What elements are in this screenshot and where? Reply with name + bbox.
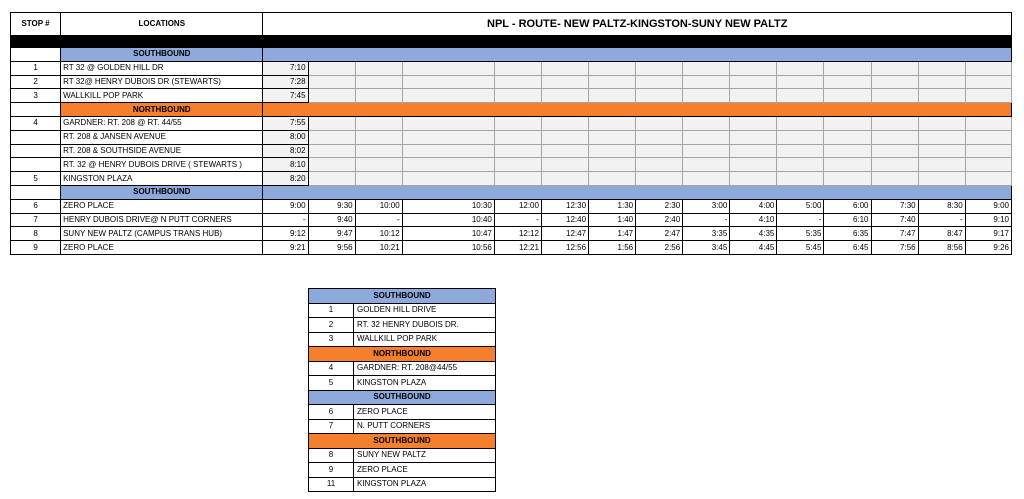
section-band xyxy=(263,185,1012,199)
table-row xyxy=(11,61,1012,75)
table-row xyxy=(11,144,1012,158)
time-cell: 9:30 xyxy=(308,199,355,213)
empty-time-cell xyxy=(589,61,636,75)
stop-number: 2 xyxy=(11,75,61,89)
empty-time-cell xyxy=(918,61,965,75)
empty-time-cell xyxy=(824,158,871,172)
empty-time-cell xyxy=(965,144,1011,158)
empty-time-cell xyxy=(730,89,777,103)
empty-time-cell xyxy=(589,130,636,144)
empty-time-cell xyxy=(871,89,918,103)
legend-section-header: SOUTHBOUND xyxy=(309,434,496,449)
time-cell: 12:30 xyxy=(541,199,588,213)
time-cell: 7:40 xyxy=(871,213,918,227)
table-row xyxy=(11,241,1012,255)
empty-time-cell xyxy=(730,158,777,172)
empty-time-cell xyxy=(871,116,918,130)
empty-time-cell xyxy=(918,89,965,103)
time-cell: 8:02 xyxy=(263,144,308,158)
legend-stop-number: 5 xyxy=(309,376,354,391)
time-cell: 8:00 xyxy=(263,130,308,144)
route-schedule-table xyxy=(10,12,1012,255)
time-cell: - xyxy=(263,213,308,227)
empty-time-cell xyxy=(824,172,871,186)
empty-time-cell xyxy=(730,172,777,186)
time-cell: 7:28 xyxy=(263,75,308,89)
time-cell: 7:10 xyxy=(263,61,308,75)
empty-time-cell xyxy=(730,144,777,158)
empty-time-cell xyxy=(871,75,918,89)
empty-time-cell xyxy=(355,158,402,172)
section-stop-cell xyxy=(11,48,61,62)
section-band xyxy=(263,48,1012,62)
empty-time-cell xyxy=(871,158,918,172)
table-row xyxy=(11,158,1012,172)
empty-time-cell xyxy=(871,61,918,75)
legend-section-header: NORTHBOUND xyxy=(309,347,496,362)
time-cell: 3:35 xyxy=(683,227,730,241)
empty-time-cell xyxy=(541,158,588,172)
section-header: SOUTHBOUND xyxy=(61,48,263,62)
legend-row xyxy=(309,448,496,463)
time-cell: 9:17 xyxy=(965,227,1011,241)
stop-number: 5 xyxy=(11,172,61,186)
black-band xyxy=(11,36,61,48)
time-cell: 8:56 xyxy=(918,241,965,255)
stop-number xyxy=(11,144,61,158)
empty-time-cell xyxy=(918,158,965,172)
section-band xyxy=(263,103,1012,117)
empty-time-cell xyxy=(494,172,541,186)
empty-time-cell xyxy=(636,144,683,158)
time-cell: 9:12 xyxy=(263,227,308,241)
empty-time-cell xyxy=(402,130,494,144)
empty-time-cell xyxy=(636,172,683,186)
empty-time-cell xyxy=(541,130,588,144)
empty-time-cell xyxy=(730,130,777,144)
location-name: RT 32 @ GOLDEN HILL DR xyxy=(61,61,263,75)
time-cell: 5:35 xyxy=(777,227,824,241)
time-cell: 2:40 xyxy=(636,213,683,227)
time-cell: 7:30 xyxy=(871,199,918,213)
time-cell: 12:12 xyxy=(494,227,541,241)
empty-time-cell xyxy=(541,75,588,89)
time-cell: 12:40 xyxy=(541,213,588,227)
legend-row xyxy=(309,318,496,333)
black-band xyxy=(263,36,1012,48)
time-cell: 3:00 xyxy=(683,199,730,213)
table-row xyxy=(11,130,1012,144)
empty-time-cell xyxy=(965,75,1011,89)
time-cell: 1:30 xyxy=(589,199,636,213)
table-row xyxy=(11,227,1012,241)
empty-time-cell xyxy=(355,75,402,89)
time-cell: 7:45 xyxy=(263,89,308,103)
stop-number-header: STOP # xyxy=(11,13,61,36)
empty-time-cell xyxy=(730,75,777,89)
empty-time-cell xyxy=(636,89,683,103)
empty-time-cell xyxy=(777,172,824,186)
time-cell: 2:30 xyxy=(636,199,683,213)
time-cell: 5:45 xyxy=(777,241,824,255)
stop-number: 1 xyxy=(11,61,61,75)
locations-header: LOCATIONS xyxy=(61,13,263,36)
empty-time-cell xyxy=(589,75,636,89)
empty-time-cell xyxy=(589,89,636,103)
location-name: GARDNER: RT. 208 @ RT. 44/55 xyxy=(61,116,263,130)
time-cell: 9:47 xyxy=(308,227,355,241)
empty-time-cell xyxy=(355,116,402,130)
empty-time-cell xyxy=(308,158,355,172)
empty-time-cell xyxy=(777,144,824,158)
legend-row xyxy=(309,376,496,391)
location-name: HENRY DUBOIS DRIVE@ N PUTT CORNERS xyxy=(61,213,263,227)
empty-time-cell xyxy=(308,89,355,103)
legend-section-header: SOUTHBOUND xyxy=(309,289,496,304)
empty-time-cell xyxy=(824,144,871,158)
empty-time-cell xyxy=(777,158,824,172)
empty-time-cell xyxy=(355,172,402,186)
empty-time-cell xyxy=(683,172,730,186)
time-cell: 1:40 xyxy=(589,213,636,227)
empty-time-cell xyxy=(965,172,1011,186)
time-cell: 12:47 xyxy=(541,227,588,241)
time-cell: - xyxy=(918,213,965,227)
empty-time-cell xyxy=(965,130,1011,144)
location-name: ZERO PLACE xyxy=(61,241,263,255)
empty-time-cell xyxy=(777,61,824,75)
empty-time-cell xyxy=(683,116,730,130)
legend-stop-number: 3 xyxy=(309,332,354,347)
empty-time-cell xyxy=(965,158,1011,172)
legend-row xyxy=(309,405,496,420)
legend-stop-name: KINGSTON PLAZA xyxy=(354,477,496,492)
time-cell: 12:56 xyxy=(541,241,588,255)
empty-time-cell xyxy=(824,75,871,89)
time-cell: 10:00 xyxy=(355,199,402,213)
empty-time-cell xyxy=(541,172,588,186)
empty-time-cell xyxy=(683,89,730,103)
time-cell: - xyxy=(355,213,402,227)
location-name: KINGSTON PLAZA xyxy=(61,172,263,186)
empty-time-cell xyxy=(494,158,541,172)
route-title: NPL - ROUTE- NEW PALTZ-KINGSTON-SUNY NEW PALTZ xyxy=(263,13,1012,36)
time-cell: 5:00 xyxy=(777,199,824,213)
empty-time-cell xyxy=(871,144,918,158)
empty-time-cell xyxy=(683,75,730,89)
empty-time-cell xyxy=(355,144,402,158)
time-cell: 9:00 xyxy=(263,199,308,213)
time-cell: 9:00 xyxy=(965,199,1011,213)
time-cell: 10:56 xyxy=(402,241,494,255)
stop-number: 9 xyxy=(11,241,61,255)
empty-time-cell xyxy=(308,172,355,186)
empty-time-cell xyxy=(965,89,1011,103)
empty-time-cell xyxy=(541,144,588,158)
legend-stop-number: 8 xyxy=(309,448,354,463)
time-cell: 6:45 xyxy=(824,241,871,255)
legend-row xyxy=(309,463,496,478)
empty-time-cell xyxy=(402,172,494,186)
empty-time-cell xyxy=(730,116,777,130)
empty-time-cell xyxy=(355,89,402,103)
table-row xyxy=(11,116,1012,130)
empty-time-cell xyxy=(636,116,683,130)
empty-time-cell xyxy=(541,61,588,75)
time-cell: 8:10 xyxy=(263,158,308,172)
time-cell: 6:10 xyxy=(824,213,871,227)
legend-row xyxy=(309,361,496,376)
empty-time-cell xyxy=(777,75,824,89)
section-stop-cell xyxy=(11,185,61,199)
legend-row xyxy=(309,303,496,318)
time-cell: 10:12 xyxy=(355,227,402,241)
empty-time-cell xyxy=(636,158,683,172)
section-header: NORTHBOUND xyxy=(61,103,263,117)
table-row xyxy=(11,199,1012,213)
empty-time-cell xyxy=(683,144,730,158)
legend-stop-number: 11 xyxy=(309,477,354,492)
time-cell: 7:47 xyxy=(871,227,918,241)
empty-time-cell xyxy=(355,61,402,75)
time-cell: 3:45 xyxy=(683,241,730,255)
time-cell: 2:56 xyxy=(636,241,683,255)
empty-time-cell xyxy=(824,61,871,75)
empty-time-cell xyxy=(871,130,918,144)
empty-time-cell xyxy=(918,144,965,158)
empty-time-cell xyxy=(683,61,730,75)
time-cell: 9:21 xyxy=(263,241,308,255)
stop-number: 7 xyxy=(11,213,61,227)
empty-time-cell xyxy=(683,158,730,172)
legend-row xyxy=(309,477,496,492)
empty-time-cell xyxy=(918,116,965,130)
empty-time-cell xyxy=(308,116,355,130)
empty-time-cell xyxy=(402,75,494,89)
empty-time-cell xyxy=(541,116,588,130)
empty-time-cell xyxy=(494,75,541,89)
legend-stop-number: 4 xyxy=(309,361,354,376)
legend-stop-name: ZERO PLACE xyxy=(354,405,496,420)
stop-number xyxy=(11,158,61,172)
legend-row xyxy=(309,419,496,434)
empty-time-cell xyxy=(308,75,355,89)
empty-time-cell xyxy=(824,116,871,130)
stop-number: 3 xyxy=(11,89,61,103)
empty-time-cell xyxy=(777,89,824,103)
empty-time-cell xyxy=(402,144,494,158)
time-cell: 10:47 xyxy=(402,227,494,241)
time-cell: - xyxy=(777,213,824,227)
time-cell: 9:10 xyxy=(965,213,1011,227)
empty-time-cell xyxy=(589,158,636,172)
empty-time-cell xyxy=(589,144,636,158)
legend-stop-number: 1 xyxy=(309,303,354,318)
time-cell: 9:26 xyxy=(965,241,1011,255)
legend-row xyxy=(309,332,496,347)
empty-time-cell xyxy=(355,130,402,144)
empty-time-cell xyxy=(308,61,355,75)
empty-time-cell xyxy=(636,75,683,89)
empty-time-cell xyxy=(494,116,541,130)
empty-time-cell xyxy=(636,130,683,144)
legend-stop-name: WALLKILL POP PARK xyxy=(354,332,496,347)
table-row xyxy=(11,75,1012,89)
time-cell: 8:47 xyxy=(918,227,965,241)
stop-legend-table xyxy=(308,288,496,492)
empty-time-cell xyxy=(918,75,965,89)
location-name: RT. 208 & SOUTHSIDE AVENUE xyxy=(61,144,263,158)
time-cell: 6:00 xyxy=(824,199,871,213)
table-row xyxy=(11,172,1012,186)
time-cell: 9:56 xyxy=(308,241,355,255)
legend-stop-number: 6 xyxy=(309,405,354,420)
empty-time-cell xyxy=(589,172,636,186)
time-cell: 9:40 xyxy=(308,213,355,227)
empty-time-cell xyxy=(494,144,541,158)
legend-stop-name: KINGSTON PLAZA xyxy=(354,376,496,391)
time-cell: 4:45 xyxy=(730,241,777,255)
location-name: ZERO PLACE xyxy=(61,199,263,213)
empty-time-cell xyxy=(494,130,541,144)
table-row xyxy=(11,89,1012,103)
empty-time-cell xyxy=(777,130,824,144)
empty-time-cell xyxy=(402,116,494,130)
empty-time-cell xyxy=(871,172,918,186)
empty-time-cell xyxy=(589,116,636,130)
stop-number xyxy=(11,130,61,144)
empty-time-cell xyxy=(636,61,683,75)
legend-stop-name: RT. 32 HENRY DUBOIS DR. xyxy=(354,318,496,333)
black-band xyxy=(61,36,263,48)
empty-time-cell xyxy=(402,89,494,103)
empty-time-cell xyxy=(965,61,1011,75)
time-cell: 4:00 xyxy=(730,199,777,213)
empty-time-cell xyxy=(683,130,730,144)
time-cell: 8:30 xyxy=(918,199,965,213)
time-cell: - xyxy=(494,213,541,227)
time-cell: 10:30 xyxy=(402,199,494,213)
empty-time-cell xyxy=(308,130,355,144)
legend-stop-number: 2 xyxy=(309,318,354,333)
time-cell: - xyxy=(683,213,730,227)
empty-time-cell xyxy=(402,61,494,75)
time-cell: 10:40 xyxy=(402,213,494,227)
section-header: SOUTHBOUND xyxy=(61,185,263,199)
time-cell: 7:55 xyxy=(263,116,308,130)
empty-time-cell xyxy=(824,89,871,103)
legend-stop-name: ZERO PLACE xyxy=(354,463,496,478)
stop-number: 6 xyxy=(11,199,61,213)
location-name: SUNY NEW PALTZ (CAMPUS TRANS HUB) xyxy=(61,227,263,241)
location-name: RT. 208 & JANSEN AVENUE xyxy=(61,130,263,144)
location-name: RT. 32 @ HENRY DUBOIS DRIVE ( STEWARTS ) xyxy=(61,158,263,172)
time-cell: 10:21 xyxy=(355,241,402,255)
empty-time-cell xyxy=(918,172,965,186)
legend-stop-name: GOLDEN HILL DRIVE xyxy=(354,303,496,318)
empty-time-cell xyxy=(494,89,541,103)
empty-time-cell xyxy=(918,130,965,144)
empty-time-cell xyxy=(777,116,824,130)
legend-stop-name: N. PUTT CORNERS xyxy=(354,419,496,434)
location-name: WALLKILL POP PARK xyxy=(61,89,263,103)
section-stop-cell xyxy=(11,103,61,117)
legend-stop-number: 7 xyxy=(309,419,354,434)
time-cell: 12:00 xyxy=(494,199,541,213)
empty-time-cell xyxy=(541,89,588,103)
time-cell: 1:47 xyxy=(589,227,636,241)
empty-time-cell xyxy=(965,116,1011,130)
empty-time-cell xyxy=(824,130,871,144)
empty-time-cell xyxy=(402,158,494,172)
stop-number: 8 xyxy=(11,227,61,241)
time-cell: 4:35 xyxy=(730,227,777,241)
empty-time-cell xyxy=(730,61,777,75)
location-name: RT 32@ HENRY DUBOIS DR (STEWARTS) xyxy=(61,75,263,89)
time-cell: 12:21 xyxy=(494,241,541,255)
table-row xyxy=(11,213,1012,227)
empty-time-cell xyxy=(494,61,541,75)
empty-time-cell xyxy=(308,144,355,158)
stop-number: 4 xyxy=(11,116,61,130)
time-cell: 4:10 xyxy=(730,213,777,227)
time-cell: 6:35 xyxy=(824,227,871,241)
time-cell: 2:47 xyxy=(636,227,683,241)
time-cell: 1:56 xyxy=(589,241,636,255)
legend-stop-name: GARDNER: RT. 208@44/55 xyxy=(354,361,496,376)
time-cell: 8:20 xyxy=(263,172,308,186)
legend-stop-number: 9 xyxy=(309,463,354,478)
time-cell: 7:56 xyxy=(871,241,918,255)
legend-stop-name: SUNY NEW PALTZ xyxy=(354,448,496,463)
legend-section-header: SOUTHBOUND xyxy=(309,390,496,405)
